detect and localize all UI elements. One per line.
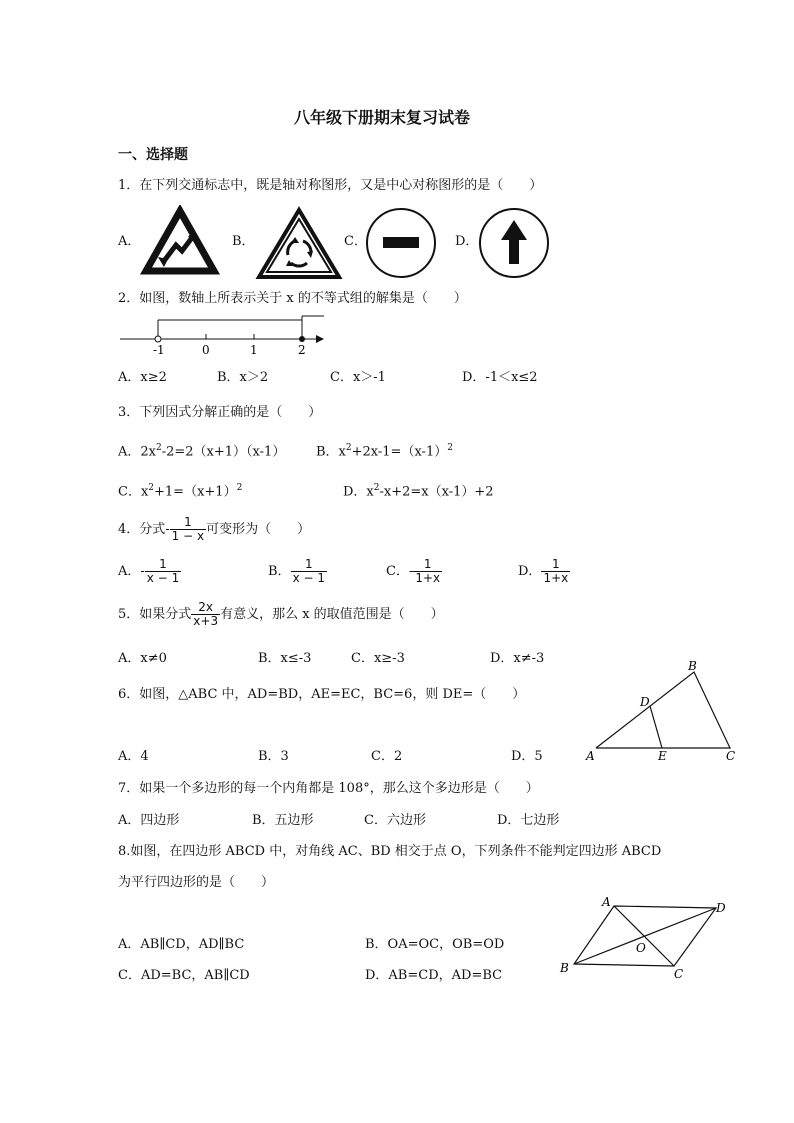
fraction: $\frac{2x}{x+3}$ [193,600,219,629]
q1-label-b: B． [232,234,255,249]
q7-option-c: C．六边形 [364,813,426,828]
point-o-label: O [636,941,646,955]
q3-option-a: A．$2x^2-2=2(x+1)(x-1)$ [118,443,286,460]
tick-label: -1 [153,343,165,357]
q8-option-a: A．AB∥CD，AD∥BC [118,937,245,952]
q8-stem-line1: 8.如图，在四边形 ABCD 中，对角线 AC、BD 相交于点 O，下列条件不能判定四边形 ABCD [118,844,662,859]
q5-stem: 5．如果分式 $\frac{2x}{x+3}$ 有意义，那么 x 的取值范围是（ ） [118,600,444,629]
q4-option-c: C．- $\frac{1}{1+x}$ [386,557,441,586]
point-e-label: E [658,749,667,763]
q4-option-b: B． $\frac{1}{x - 1}$ [268,557,325,586]
sign-d-image [477,206,551,280]
q4-option-d: D． $\frac{1}{1+x}$ [518,557,569,586]
point-d-label: D [716,901,726,915]
q6-option-c: C．2 [371,749,403,764]
q6-option-b: B．3 [258,749,289,764]
q4-stem: 4．分式- $\frac{1}{1 - x}$ 可变形为（ ） [118,515,311,544]
q7-option-d: D．七边形 [497,813,560,828]
q6-option-d: D．5 [511,749,543,764]
point-c-label: C [674,967,684,981]
sign-a-image [140,205,220,277]
q6-stem: 6．如图，△ABC 中，AD=BD，AE=EC，BC=6，则 DE=（ ） [118,687,526,702]
q2-option-c: C．x＞-1 [330,370,386,385]
q1-label-d: D． [455,234,479,249]
q1-label-c: C． [344,234,367,249]
q8-option-b: B．OA=OC，OB=OD [365,937,505,952]
point-c-label: C [726,749,736,763]
q5-option-a: A．x≠0 [118,651,167,666]
number-line-figure [118,312,328,358]
tick-label: 0 [202,343,210,357]
q3-option-d: D．$x^2-x+2=x(x-1)+2$ [343,483,494,500]
tick-label: 1 [250,343,258,357]
triangle-figure [582,658,742,766]
q2-option-b: B．x＞2 [217,370,269,385]
q8-option-c: C．AD=BC，AB∥CD [118,968,250,983]
sign-c-image [364,206,438,280]
q2-stem: 2．如图，数轴上所表示关于 x 的不等式组的解集是（ ） [118,291,467,306]
q5-option-d: D．x≠-3 [490,651,545,666]
tick-label: 2 [298,343,306,357]
page-title: 八年级下册期末复习试卷 [294,108,471,127]
q5-option-c: C．x≥-3 [351,651,405,666]
q5-option-b: B．x≤-3 [258,651,312,666]
point-d-label: D [640,695,650,709]
q1-label-a: A． [118,234,141,249]
q3-stem: 3．下列因式分解正确的是（ ） [118,405,322,420]
q2-option-d: D．-1＜x≤2 [462,370,538,385]
point-a-label: A [586,749,595,763]
point-a-label: A [602,895,611,909]
q3-option-b: B．$x^2+2x-1=(x-1)^2$ [316,443,453,460]
sign-b-image [255,205,343,281]
q8-stem-line2: 为平行四边形的是（ ） [118,875,275,890]
point-b-label: B [688,659,697,673]
parallelogram-figure [556,892,736,984]
q8-option-d: D．AB=CD，AD=BC [365,968,503,983]
q6-option-a: A．4 [118,749,149,764]
q4-option-a: A．- $\frac{1}{x - 1}$ [118,557,180,586]
point-b-label: B [560,961,569,975]
q3-option-c: C．$x^2+1=(x+1)^2$ [118,483,243,500]
q7-option-b: B．五边形 [252,813,314,828]
q7-option-a: A．四边形 [118,813,180,828]
fraction: $\frac{1}{1 - x}$ [171,515,205,544]
section-heading: 一、选择题 [118,147,188,163]
q2-option-a: A．x≥2 [118,370,167,385]
q7-stem: 7．如果一个多边形的每一个内角都是 108°，那么这个多边形是（ ） [118,781,539,796]
q1-stem: 1．在下列交通标志中，既是轴对称图形，又是中心对称图形的是（ ） [118,178,543,193]
